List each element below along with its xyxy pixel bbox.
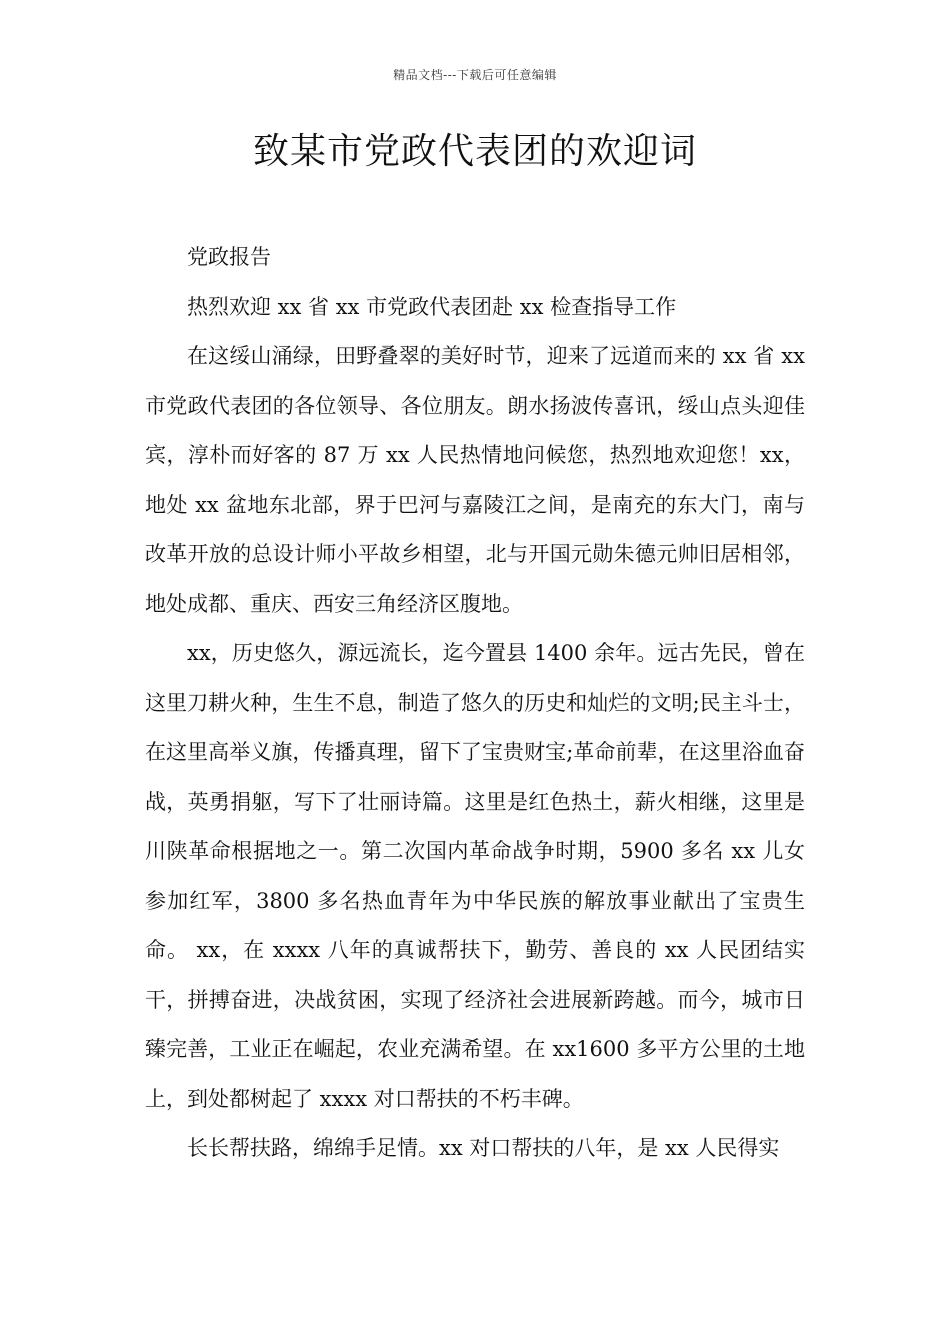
paragraph-history: xx，历史悠久，源远流长，迄今置县 1400 余年。远古先民，曾在这里刀耕火种，生生不息，制造了悠久的历史和灿烂的文明;民主斗士，在这里高举义旗，传播真理，留下了宝贵财宝;革命前辈，在这里浴血奋战，英勇捐躯，写下了壮丽诗篇。这里是红色热土，薪火相继，这里是川陕革命根据地之一。第二次国内革命战争时期，5900 多名 xx 儿女参加红军，3800 多名热血青年为中华民族的解放事业献出了宝贵生命。 xx，在 xxxx 八年的真诚帮扶下，勤劳、善良的 xx 人民团结实干，拼搏奋进，决战贫困，实现了经济社会进展新跨越。而今，城市日臻完善，工业正在崛起，农业充满希望。在 xx1600 多平方公里的土地上，到处都树起了 xxxx 对口帮扶的不朽丰碑。	[145, 641, 805, 1111]
paragraph-banner: 热烈欢迎 xx 省 xx 市党政代表团赴 xx 检查指导工作	[187, 294, 677, 319]
document-title: 致某市党政代表团的欢迎词	[252, 131, 697, 172]
document-body	[145, 233, 805, 1174]
paragraph-category: 党政报告	[187, 245, 271, 269]
paragraph-assistance: 长长帮扶路，绵绵手足情。xx 对口帮扶的八年，是 xx 人民得实	[187, 1136, 780, 1160]
paragraph-welcome: 在这绥山涌绿，田野叠翠的美好时节，迎来了远道而来的 xx 省 xx 市党政代表团的各位领导、各位朋友。朗水扬波传喜讯，绥山点头迎佳宾，淳朴而好客的 87 万 xx 人民热情地问候您，热烈地欢迎您！xx，地处 xx 盆地东北部，界于巴河与嘉陵江之间，是南充的东大门，南与改革开放的总设计师小平故乡相望，北与开国元勋朱德元帅旧居相邻，地处成都、重庆、西安三角经济区腹地。	[145, 344, 805, 616]
header-note: 精品文档---下载后可任意编辑	[393, 68, 557, 82]
